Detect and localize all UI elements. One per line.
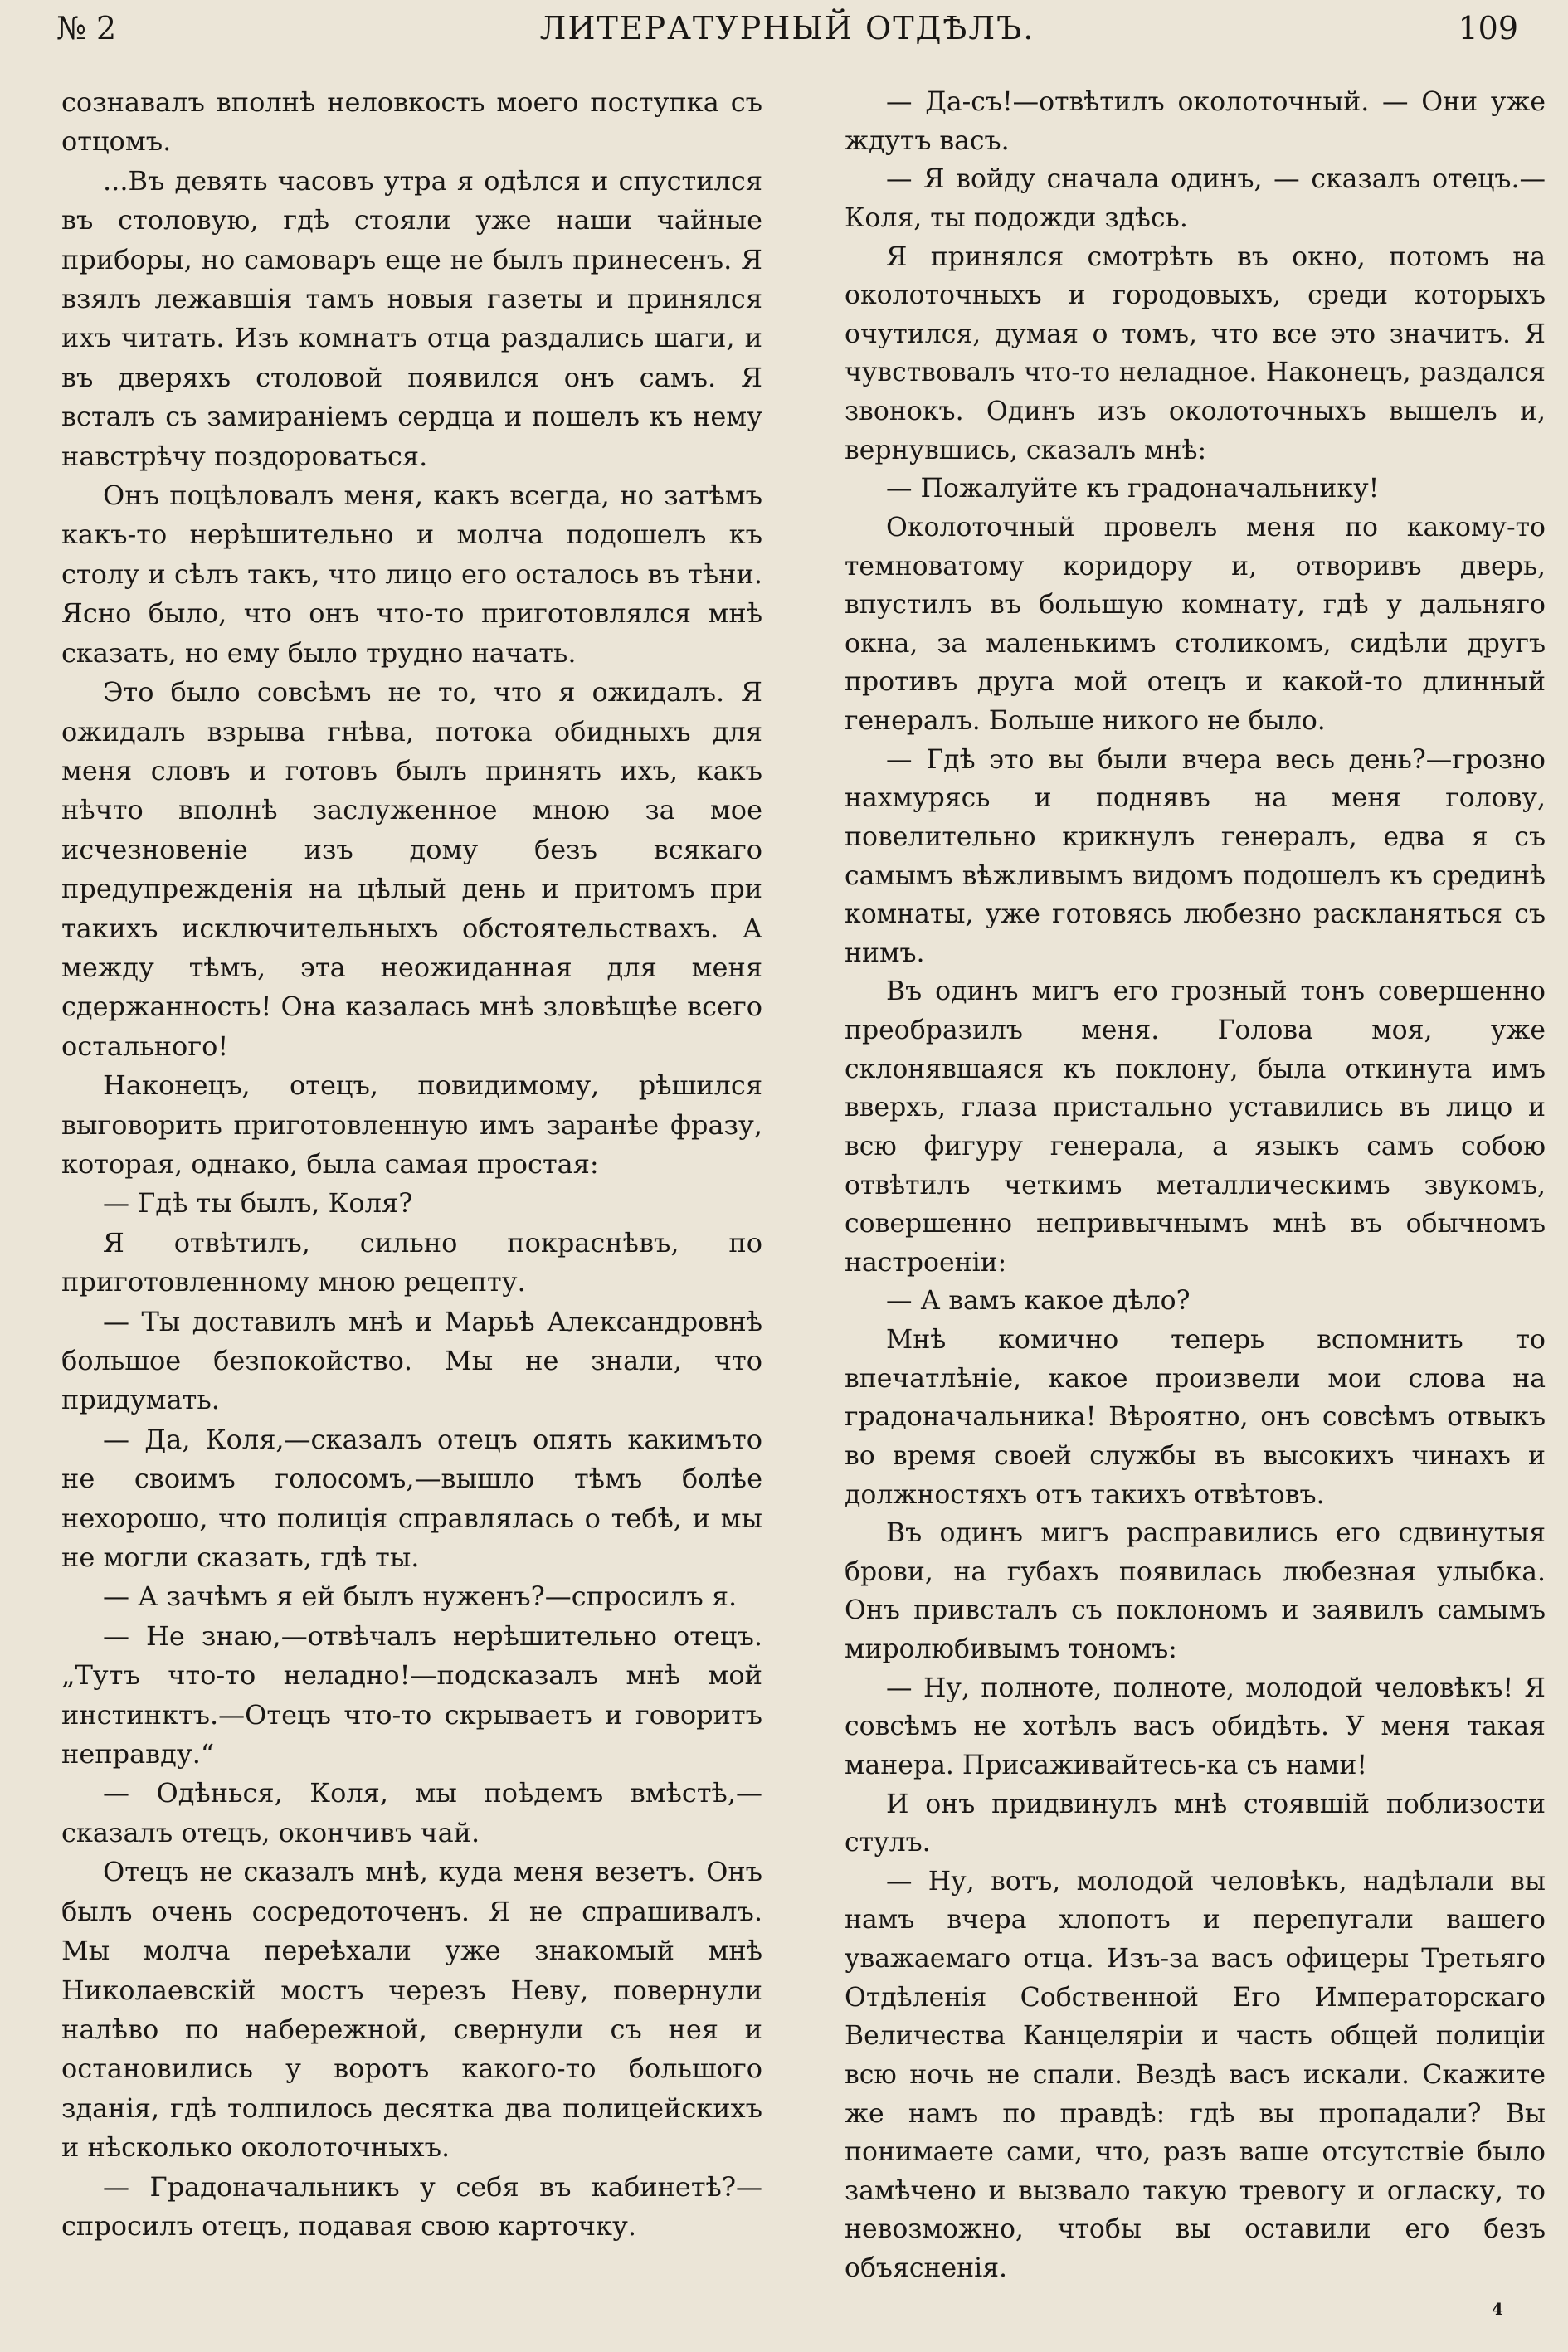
paragraph: — Градоначальникъ у себя въ кабинетѣ?— спросилъ отецъ, подавая свою карточку. xyxy=(61,2170,762,2242)
paragraph: Я отвѣтилъ, сильно покраснѣвъ, по приготовленному мною рецепту. xyxy=(61,1226,762,1298)
left-column xyxy=(61,83,762,2246)
paragraph: — Да-съ!—отвѣтилъ околоточный. — Они уже ждутъ васъ. xyxy=(845,87,1546,156)
paragraph: Наконецъ, отецъ, повидимому, рѣшился выговорить приготовленную имъ заранѣе фразу, которая, однако, была самая простая: xyxy=(61,1069,762,1180)
paragraph: — Ну, вотъ, молодой человѣкъ, надѣлали вы намъ вчера хлопотъ и перепугали вашего уважаемаго отца. Изъ-за васъ офицеры Третьяго Отдѣленія Собственной Его Императорскаго Величества Канцеляріи и часть общей полиціи всю ночь не спали. Вездѣ васъ искали. Скажите же намъ по правдѣ: гдѣ вы пропадали? Вы понимаете сами, что, разъ ваше отсутствіе было замѣчено и вызвало такую тревогу и огласку, то невозможно, чтобы вы оставили его безъ объясненія. xyxy=(845,1866,1546,2283)
paragraph: Отецъ не сказалъ мнѣ, куда меня везетъ. Онъ былъ очень сосредоточенъ. Я не спрашивалъ. Мы молча переѣхали уже знакомый мнѣ Николаевскій мостъ черезъ Неву, повернули налѣво по набережной, свернули съ нея и остановились у воротъ какого-то большого зданія, гдѣ толпилось десятка два полицейскихъ и нѣсколько околоточныхъ. xyxy=(61,1856,762,2164)
paragraph: — Ты доставилъ мнѣ и Марьѣ Александровнѣ большое безпокойство. Мы не знали, что придумать. xyxy=(61,1305,762,1416)
right-column xyxy=(845,83,1546,2288)
paragraph: — Не знаю,—отвѣчалъ нерѣшительно отецъ. „Тутъ что-то неладно!—подсказалъ мнѣ мой инстинктъ.—Отецъ что-то скрываетъ и говоритъ неправду.“ xyxy=(61,1619,762,1770)
paragraph: — А вамъ какое дѣло? xyxy=(886,1286,1191,1317)
paragraph: Я принялся смотрѣть въ окно, потомъ на околоточныхъ и городовыхъ, среди которыхъ очутился, думая о томъ, что все это значитъ. Я чувствовалъ что-то неладное. Наконецъ, раздался звонокъ. Одинъ изъ околоточныхъ вышелъ и, вернувшись, сказалъ мнѣ: xyxy=(845,241,1546,465)
paragraph: Мнѣ комично теперь вспомнить то впечатлѣніе, какое произвели мои слова на градоначальника! Вѣроятно, онъ совсѣмъ отвыкъ во время своей службы въ высокихъ чинахъ и должностяхъ отъ такихъ отвѣтовъ. xyxy=(845,1325,1546,1510)
paragraph: сознавалъ вполнѣ неловкость моего поступка съ отцомъ. xyxy=(61,86,762,158)
section-title: ЛИТЕРАТУРНЫЙ ОТДѢЛЪ. xyxy=(539,10,1035,46)
paragraph: — Одѣнься, Коля, мы поѣдемъ вмѣстѣ,— сказалъ отецъ, окончивъ чай. xyxy=(61,1777,762,1848)
paragraph: Онъ поцѣловалъ меня, какъ всегда, но затѣмъ какъ-то нерѣшительно и молча подошелъ къ столу и сѣлъ такъ, что лицо его осталось въ тѣни. Ясно было, что онъ что-то приготовлялся мнѣ сказать, но ему было трудно начать. xyxy=(61,480,762,669)
paragraph: И онъ придвинулъ мнѣ стоявшій поблизости стулъ. xyxy=(845,1789,1546,1858)
signature-mark: 4 xyxy=(1492,2299,1503,2319)
paragraph: — Да, Коля,—сказалъ отецъ опять какимъто не своимъ голосомъ,—вышло тѣмъ болѣе нехорошо, что полиція справлялась о тебѣ, и мы не могли сказать, гдѣ ты. xyxy=(61,1423,762,1574)
issue-number: № 2 xyxy=(56,10,117,46)
text-columns xyxy=(56,83,1546,2290)
paragraph: — Я войду сначала одинъ, — сказалъ отецъ.—Коля, ты подожди здѣсь. xyxy=(845,164,1546,233)
paragraph: — Гдѣ ты былъ, Коля? xyxy=(103,1187,413,1220)
page-header xyxy=(56,7,1518,50)
paragraph: — Гдѣ это вы были вчера весь день?—грозно нахмурясь и поднявъ на меня голову, повелительно крикнулъ генералъ, едва я съ самымъ вѣжливымъ видомъ подошелъ къ срединѣ комнаты, уже готовясь любезно раскланяться съ нимъ. xyxy=(845,744,1546,968)
paragraph: — А зачѣмъ я ей былъ нуженъ?—спросилъ я. xyxy=(103,1580,738,1613)
page-number: 109 xyxy=(1458,10,1518,46)
paragraph: Въ одинъ мигъ его грозный тонъ совершенно преобразилъ меня. Голова моя, уже склонявшаяся къ поклону, была откинута имъ вверхъ, глаза пристально уставились въ лицо и всю фигуру генерала, а языкъ самъ собою отвѣтилъ четкимъ металлическимъ звукомъ, совершенно непривычнымъ мнѣ въ обычномъ настроеніи: xyxy=(845,976,1546,1278)
paragraph: Въ одинъ мигъ расправились его сдвинутыя брови, на губахъ появилась любезная улыбка. Онъ привсталъ съ поклономъ и заявилъ самымъ миролюбивымъ тономъ: xyxy=(845,1518,1546,1664)
paragraph: Это было совсѣмъ не то, что я ожидалъ. Я ожидалъ взрыва гнѣва, потока обидныхъ для меня словъ и готовъ былъ принять ихъ, какъ нѣчто вполнѣ заслуженное мною за мое исчезновеніе изъ дому безъ всякаго предупрежденія на цѣлый день и притомъ при такихъ исключительныхъ обстоятельствахъ. А между тѣмъ, эта неожиданная для меня сдержанность! Она казалась мнѣ зловѣщѣе всего остального! xyxy=(61,676,762,1062)
paragraph: ...Въ девять часовъ утра я одѣлся и спустился въ столовую, гдѣ стояли уже наши чайные приборы, но самоваръ еще не былъ принесенъ. Я взялъ лежавшія тамъ новыя газеты и принялся ихъ читать. Изъ комнатъ отца раздались шаги, и въ дверяхъ столовой появился онъ самъ. Я всталъ съ замираніемъ сердца и пошелъ къ нему навстрѣчу поздороваться. xyxy=(61,164,762,472)
paragraph: — Пожалуйте къ градоначальнику! xyxy=(886,474,1380,504)
paragraph: — Ну, полноте, полноте, молодой человѣкъ! Я совсѣмъ не хотѣлъ васъ обидѣть. У меня такая манера. Присаживайтесь-ка съ нами! xyxy=(845,1673,1546,1780)
paragraph: Околоточный провелъ меня по какому-то темноватому коридору и, отворивъ дверь, впустилъ въ большую комнату, гдѣ у дальняго окна, за маленькимъ столикомъ, сидѣли другъ противъ друга мой отецъ и какой-то длинный генералъ. Больше никого не было. xyxy=(845,512,1546,736)
